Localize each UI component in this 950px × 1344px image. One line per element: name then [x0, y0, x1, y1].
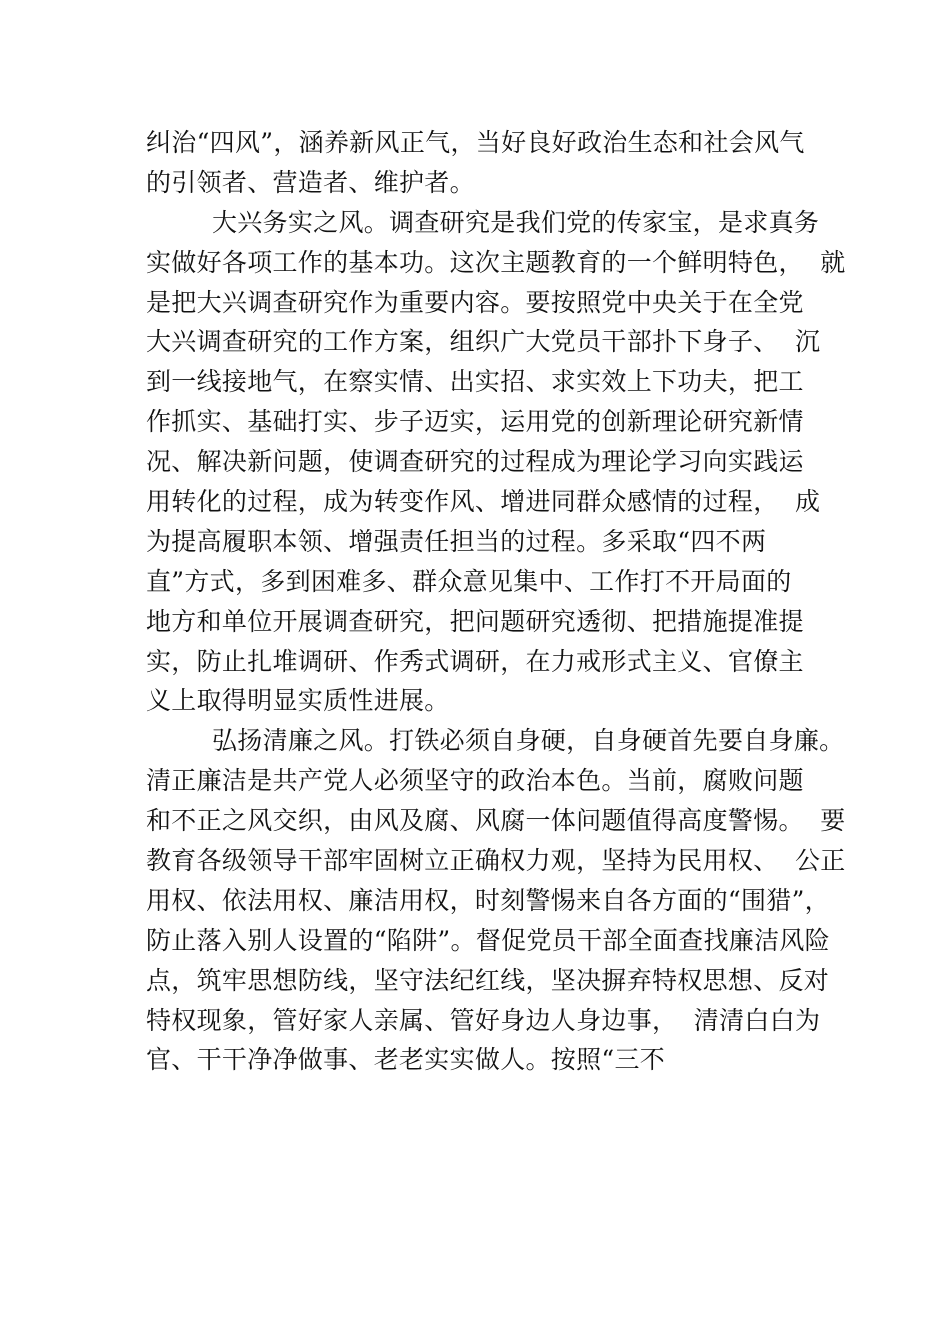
- text-line: 用转化的过程，成为转变作风、增进同群众感情的过程， 成: [146, 487, 821, 517]
- text-line: 是把大兴调查研究作为重要内容。要按照党中央关于在全党: [146, 287, 804, 317]
- text-line: 作抓实、基础打实、步子迈实，运用党的创新理论研究新情: [146, 407, 804, 437]
- text-line: 实做好各项工作的基本功。这次主题教育的一个鲜明特色， 就: [146, 247, 846, 277]
- text-line: 况、解决新问题，使调查研究的过程成为理论学习向实践运: [146, 447, 804, 477]
- text-line: 用权、依法用权、廉洁用权，时刻警惕来自各方面的“围猎”，: [146, 885, 830, 915]
- text-line: 教育各级领导干部牢固树立正确权力观，坚持为民用权、 公正: [146, 846, 846, 876]
- text-line: 弘扬清廉之风。打铁必须自身硬，自身硬首先要自身廉。: [146, 726, 845, 756]
- text-line: 义上取得明显实质性进展。: [146, 686, 450, 716]
- text-line: 大兴调查研究的工作方案，组织广大党员干部扑下身子、 沉: [146, 327, 821, 357]
- text-line: 的引领者、营造者、维护者。: [146, 167, 475, 197]
- text-line: 点，筑牢思想防线，坚守法纪红线，坚决摒弃特权思想、反对: [146, 965, 830, 995]
- text-line: 防止落入别人设置的“陷阱”。督促党员干部全面查找廉洁风险: [146, 925, 830, 955]
- text-line: 大兴务实之风。调查研究是我们党的传家宝，是求真务: [146, 207, 820, 237]
- text-line: 特权现象，管好家人亲属、管好身边人身边事， 清清白白为: [146, 1005, 821, 1035]
- text-line: 官、干干净净做事、老老实实做人。按照“三不: [146, 1045, 666, 1075]
- text-line: 为提高履职本领、增强责任担当的过程。多采取“四不两: [146, 526, 767, 556]
- text-line: 到一线接地气，在察实情、出实招、求实效上下功夫，把工: [146, 367, 804, 397]
- text-line: 实，防止扎堆调研、作秀式调研，在力戒形式主义、官僚主: [146, 646, 804, 676]
- body-text: [146, 123, 846, 1080]
- text-line: 清正廉洁是共产党人必须坚守的政治本色。当前，腐败问题: [146, 766, 804, 796]
- text-line: 直”方式，多到困难多、群众意见集中、工作打不开局面的: [146, 566, 792, 596]
- text-line: 地方和单位开展调查研究，把问题研究透彻、把措施提准提: [146, 606, 804, 636]
- text-line: 和不正之风交织，由风及腐、风腐一体问题值得高度警惕。 要: [146, 806, 846, 836]
- text-line: 纠治“四风”，涵养新风正气，当好良好政治生态和社会风气: [146, 128, 805, 157]
